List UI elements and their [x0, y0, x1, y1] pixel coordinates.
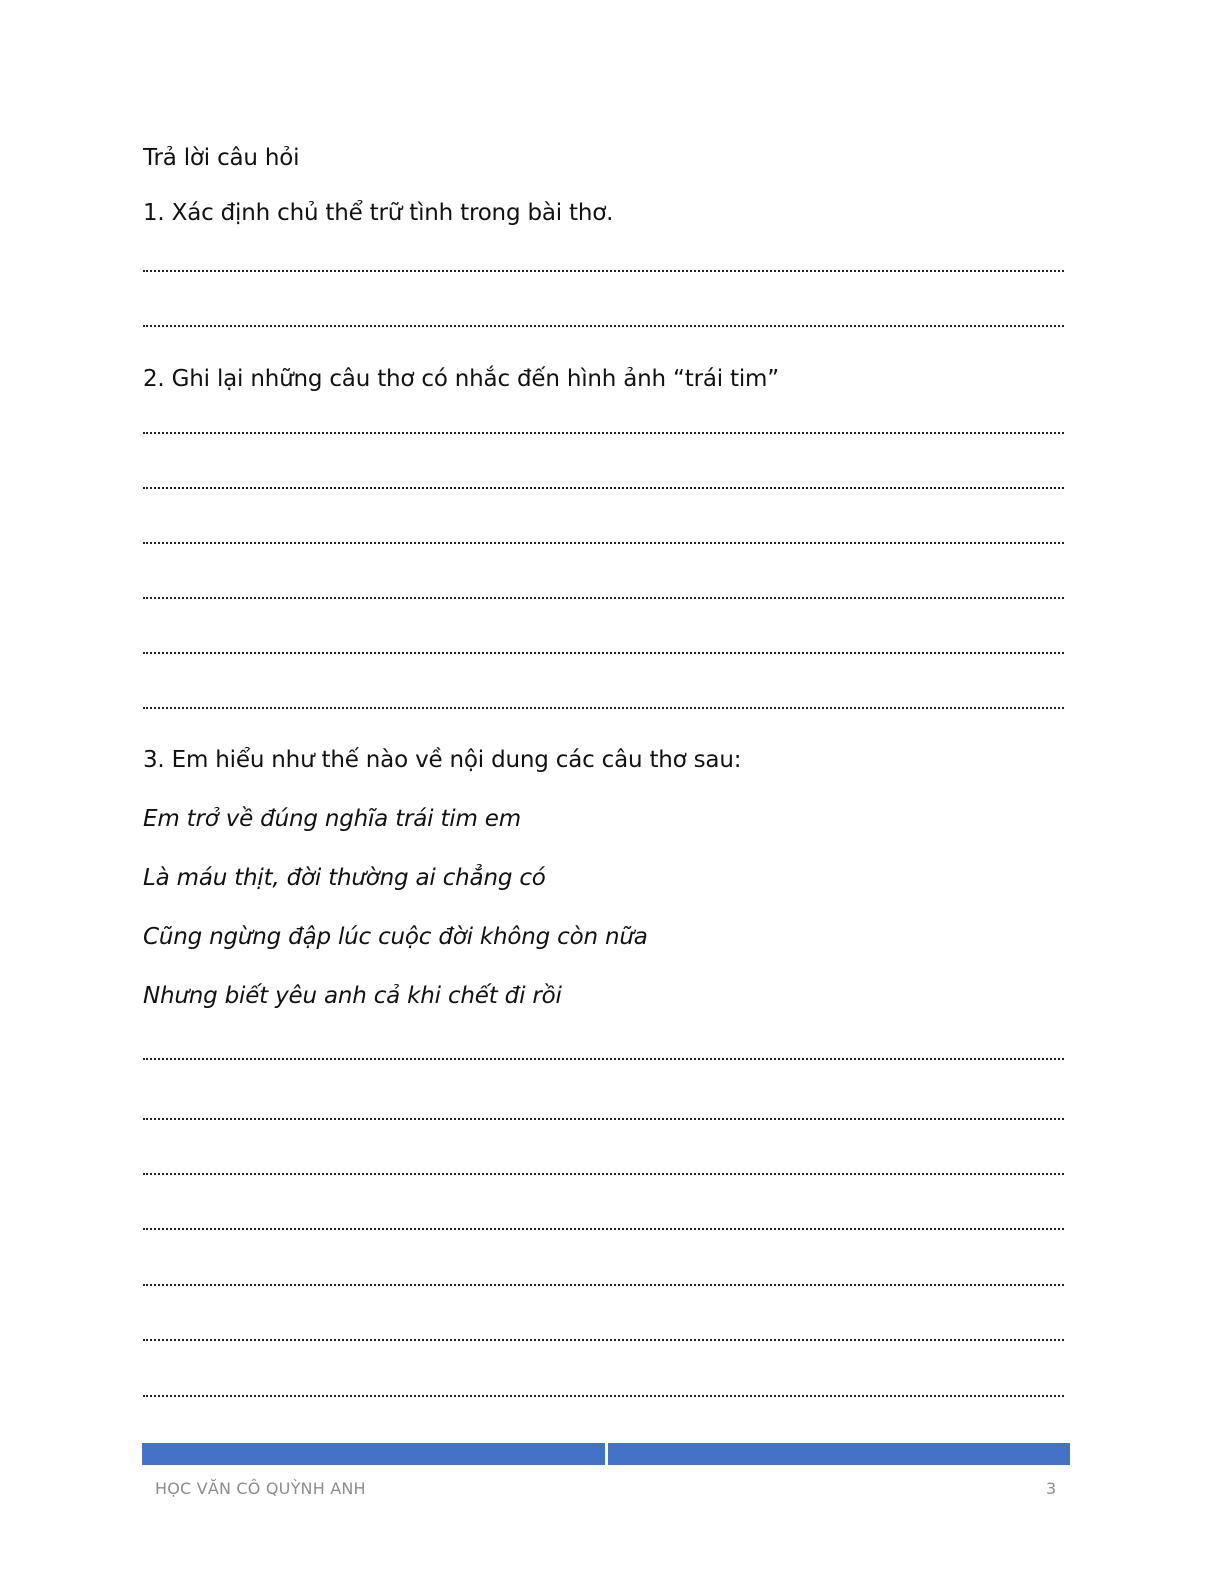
page-number: 3: [1046, 1479, 1057, 1498]
question-2: 2. Ghi lại những câu thơ có nhắc đến hình ảnh “trái tim”: [143, 366, 779, 392]
answer-line[interactable]: [143, 707, 1064, 709]
answer-line[interactable]: [143, 325, 1064, 327]
poem-verse-4: Nhưng biết yêu anh cả khi chết đi rồi: [143, 983, 562, 1009]
answer-line[interactable]: [143, 597, 1064, 599]
footer-bar-right: [608, 1443, 1070, 1465]
question-1: 1. Xác định chủ thể trữ tình trong bài thơ.: [143, 200, 614, 226]
section-heading: Trả lời câu hỏi: [143, 145, 300, 171]
answer-line[interactable]: [143, 1284, 1064, 1286]
answer-line[interactable]: [143, 1339, 1064, 1341]
answer-line[interactable]: [143, 432, 1064, 434]
answer-line[interactable]: [143, 652, 1064, 654]
poem-verse-3: Cũng ngừng đập lúc cuộc đời không còn nữa: [143, 924, 648, 950]
answer-line[interactable]: [143, 270, 1064, 272]
footer-bar-left: [142, 1443, 605, 1465]
answer-line[interactable]: [143, 487, 1064, 489]
answer-line[interactable]: [143, 1395, 1064, 1397]
question-3: 3. Em hiểu như thế nào về nội dung các câu thơ sau:: [143, 747, 742, 773]
poem-verse-2: Là máu thịt, đời thường ai chẳng có: [143, 865, 546, 891]
answer-line[interactable]: [143, 542, 1064, 544]
poem-verse-1: Em trở về đúng nghĩa trái tim em: [143, 806, 521, 832]
answer-line[interactable]: [143, 1228, 1064, 1230]
answer-line[interactable]: [143, 1058, 1064, 1060]
footer-title: HỌC VĂN CÔ QUỲNH ANH: [155, 1479, 366, 1498]
answer-line[interactable]: [143, 1173, 1064, 1175]
answer-line[interactable]: [143, 1118, 1064, 1120]
